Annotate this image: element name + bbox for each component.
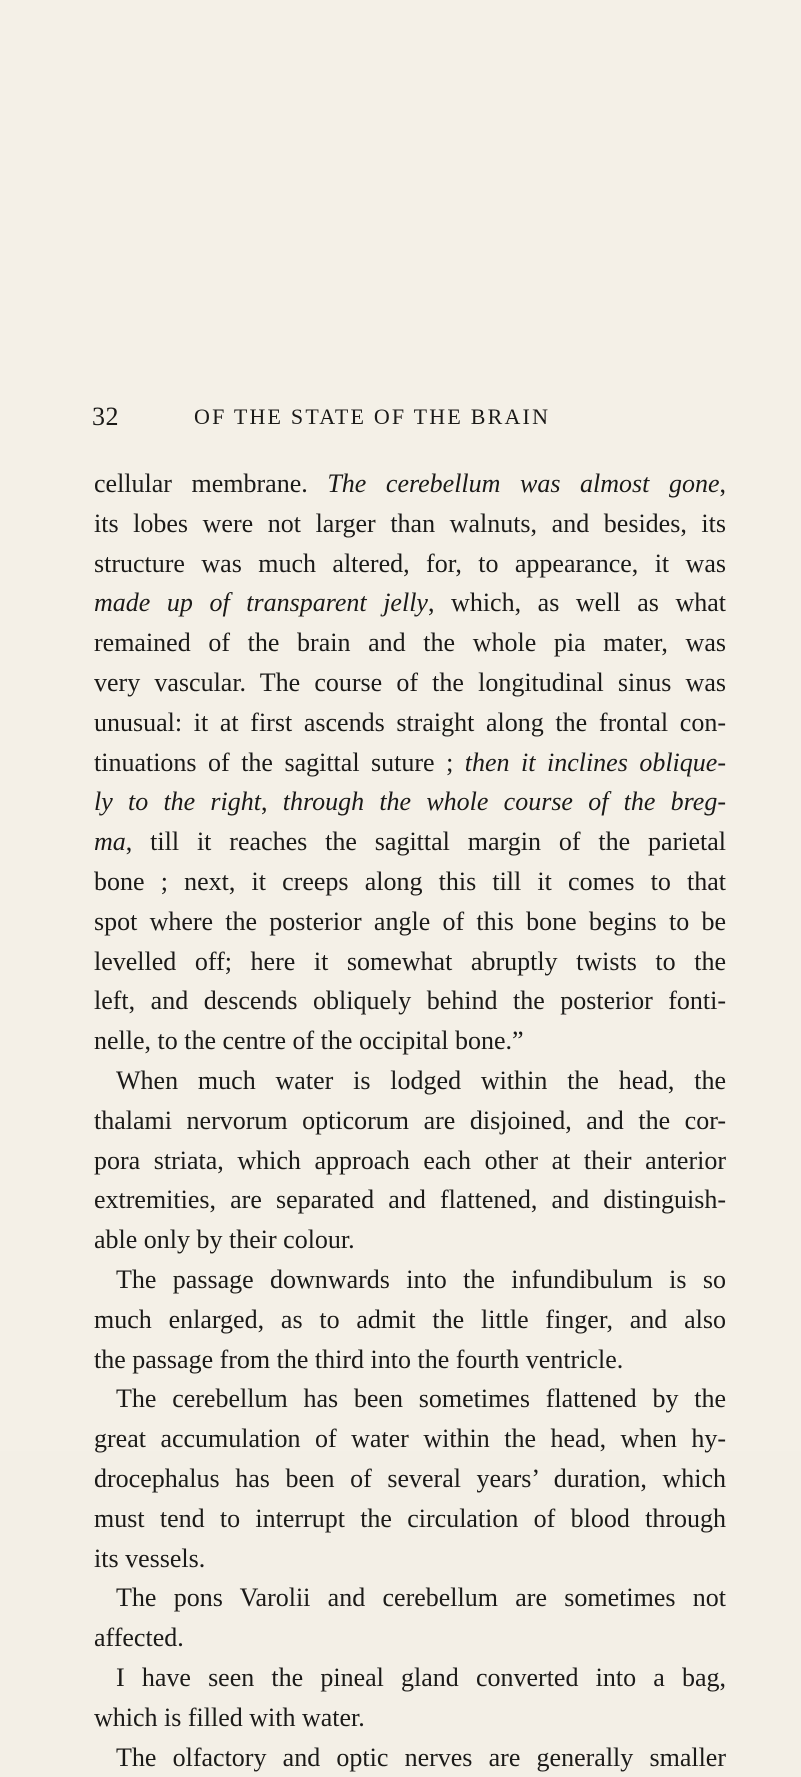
text-line <box>94 623 726 663</box>
text-run: left, and descends obliquely behind the posterior fonti- <box>94 986 726 1015</box>
text-run: When much water is lodged within the head, the <box>116 1066 726 1095</box>
text-line <box>94 942 726 982</box>
text-run: which is filled with water. <box>94 1703 365 1732</box>
text-run: pora striata, which approach each other at their anterior <box>94 1146 726 1175</box>
text-line <box>94 782 726 822</box>
text-run: , <box>720 469 727 498</box>
text-run: levelled off; here it somewhat abruptly twists to the <box>94 947 726 976</box>
running-head: OF THE STATE OF THE BRAIN <box>194 404 550 430</box>
text-line <box>94 1180 726 1220</box>
text-run: The cerebellum has been sometimes flattened by the <box>116 1384 726 1413</box>
text-line <box>94 1459 726 1499</box>
italic-text: ma <box>94 827 126 856</box>
text-run: , <box>261 787 283 816</box>
text-line <box>94 1658 726 1698</box>
text-line <box>94 902 726 942</box>
italic-text: through the whole course of the breg- <box>283 787 726 816</box>
text-run: tinuations of the sagittal suture ; <box>94 748 465 777</box>
text-line <box>94 862 726 902</box>
body-text <box>94 464 726 1777</box>
italic-text: then it inclines oblique- <box>465 748 726 777</box>
page-number: 32 <box>92 402 119 432</box>
text-line <box>94 1220 726 1260</box>
text-run: great accumulation of water within the head, when hy- <box>94 1424 726 1453</box>
text-run: must tend to interrupt the circulation of blood through <box>94 1504 726 1533</box>
text-run: bone ; next, it creeps along this till it comes to that <box>94 867 726 896</box>
text-line <box>94 663 726 703</box>
text-line <box>94 1101 726 1141</box>
text-run: drocephalus has been of several years’ duration, which <box>94 1464 726 1493</box>
text-line <box>94 504 726 544</box>
text-run: , till it reaches the sagittal margin of the parietal <box>126 827 726 856</box>
text-line <box>94 1499 726 1539</box>
text-line <box>94 464 726 504</box>
text-line <box>94 1738 726 1777</box>
text-line <box>94 981 726 1021</box>
text-line <box>94 1698 726 1738</box>
text-line <box>94 1419 726 1459</box>
text-line <box>94 1539 726 1579</box>
italic-text: made up of transparent jelly <box>94 588 428 617</box>
text-run: structure was much altered, for, to appearance, it was <box>94 549 726 578</box>
text-run: The olfactory and optic nerves are generally smaller <box>116 1743 726 1772</box>
text-run: The pons Varolii and cerebellum are sometimes not <box>116 1583 726 1612</box>
text-run: able only by their colour. <box>94 1225 355 1254</box>
text-line <box>94 583 726 623</box>
text-line <box>94 1021 726 1061</box>
text-line <box>94 1300 726 1340</box>
text-line <box>94 1260 726 1300</box>
italic-text: ly to the right <box>94 787 261 816</box>
text-run: very vascular. The course of the longitudinal sinus was <box>94 668 726 697</box>
text-line <box>94 544 726 584</box>
text-run: spot where the posterior angle of this bone begins to be <box>94 907 726 936</box>
text-line <box>94 1578 726 1618</box>
text-run: , which, as well as what <box>428 588 726 617</box>
text-run: affected. <box>94 1623 184 1652</box>
text-line <box>94 743 726 783</box>
text-run: cellular membrane. <box>94 469 327 498</box>
text-line <box>94 1618 726 1658</box>
italic-text: The cerebellum was almost gone <box>327 469 719 498</box>
text-run: unusual: it at first ascends straight along the frontal con- <box>94 708 726 737</box>
text-run: The passage downwards into the infundibulum is so <box>116 1265 726 1294</box>
text-run: its vessels. <box>94 1544 205 1573</box>
page-header <box>92 402 732 442</box>
text-line <box>94 822 726 862</box>
text-run: nelle, to the centre of the occipital bone.” <box>94 1026 524 1055</box>
text-line <box>94 1061 726 1101</box>
text-line <box>94 1379 726 1419</box>
text-line <box>94 1141 726 1181</box>
text-line <box>94 1340 726 1380</box>
text-line <box>94 703 726 743</box>
text-run: thalami nervorum opticorum are disjoined, and the cor- <box>94 1106 726 1135</box>
text-run: its lobes were not larger than walnuts, and besides, its <box>94 509 726 538</box>
text-run: much enlarged, as to admit the little finger, and also <box>94 1305 726 1334</box>
text-run: extremities, are separated and flattened, and distinguish- <box>94 1185 726 1214</box>
text-run: the passage from the third into the fourth ventricle. <box>94 1345 623 1374</box>
text-run: remained of the brain and the whole pia mater, was <box>94 628 726 657</box>
text-run: I have seen the pineal gland converted into a bag, <box>116 1663 726 1692</box>
